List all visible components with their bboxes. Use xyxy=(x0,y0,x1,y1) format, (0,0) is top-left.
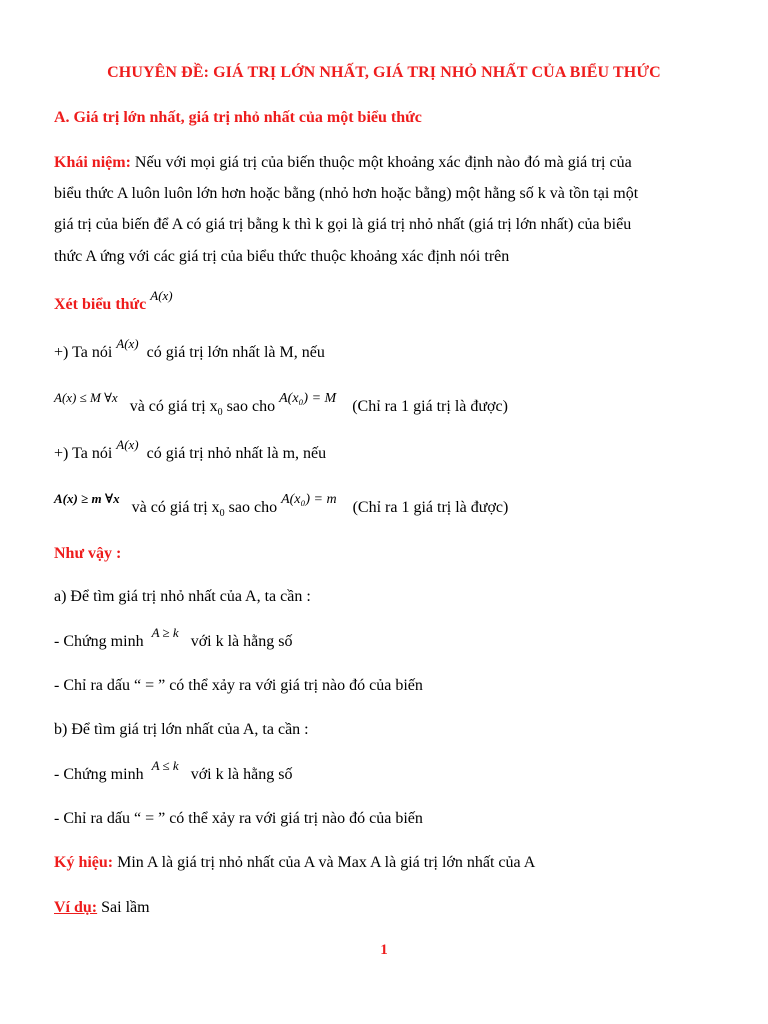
min-mid2: sao cho xyxy=(224,499,278,516)
min-note: (Chỉ ra 1 giá trị là được) xyxy=(352,499,509,516)
min-mid: và có giá trị x xyxy=(131,499,220,516)
max-suffix: có giá trị lớn nhất là M, nếu xyxy=(146,344,325,361)
step-a-prove-expr: A ≥ k xyxy=(151,625,179,640)
example-line xyxy=(54,899,150,917)
max-condition: A(x) ≤ M ∀x xyxy=(54,390,118,405)
document-title: CHUYÊN ĐỀ: GIÁ TRỊ LỚN NHẤT, GIÁ TRỊ NHỎ NHẤT CỦA BIỂU THỨC xyxy=(107,64,661,81)
step-a-equal-line: - Chỉ ra dấu “ = ” có thể xảy ra với giá trị nào đó của biến xyxy=(54,677,423,694)
step-b-prove-prefix: - Chứng minh xyxy=(54,766,144,783)
min-expr: A(x) xyxy=(116,437,139,452)
max-mid: và có giá trị x xyxy=(129,398,218,415)
max-prefix: +) Ta nói xyxy=(54,344,113,361)
example-text: Sai lầm xyxy=(97,899,150,916)
step-b-prove-suffix: với k là hằng số xyxy=(190,766,293,783)
step-b-heading: b) Để tìm giá trị lớn nhất của A, ta cần : xyxy=(54,721,309,738)
min-prefix: +) Ta nói xyxy=(54,445,113,462)
max-expr: A(x) xyxy=(116,336,139,351)
page-number: 1 xyxy=(380,942,388,958)
max-line xyxy=(54,336,325,362)
concept-line-4: thức A ứng với các giá trị của biểu thức thuộc khoảng xác định nói trên xyxy=(54,248,510,265)
concept-line-2: biểu thức A luôn luôn lớn hơn hoặc bằng (nhỏ hơn hoặc bằng) một hằng số k và tồn tại một xyxy=(54,185,639,202)
max-sub: 0 xyxy=(217,407,223,419)
step-b-equal-line: - Chỉ ra dấu “ = ” có thể xảy ra với giá trị nào đó của biến xyxy=(54,810,423,827)
min-condition: A(x) ≥ m ∀x xyxy=(54,491,120,506)
consider-line xyxy=(54,288,173,314)
notation-line xyxy=(54,854,535,872)
step-a-heading: a) Để tìm giá trị nhỏ nhất của A, ta cần : xyxy=(54,588,311,605)
step-b-prove-expr: A ≤ k xyxy=(151,758,179,773)
min-line xyxy=(54,437,327,463)
min-sub: 0 xyxy=(219,508,225,520)
concept-line-1 xyxy=(54,154,632,172)
concept-label: Khái niệm: xyxy=(54,154,131,171)
thus-label: Như vậy : xyxy=(54,545,122,562)
concept-text-1: Nếu với mọi giá trị của biến thuộc một khoảng xác định nào đó mà giá trị của xyxy=(130,154,632,171)
consider-expr: A(x) xyxy=(150,288,173,303)
min-equation: A(x₀) = m xyxy=(281,492,337,507)
concept-line-3: giá trị của biến để A có giá trị bằng k thì k gọi là giá trị nhỏ nhất (giá trị lớn nhất) của biểu xyxy=(54,216,632,233)
max-mid2: sao cho xyxy=(222,398,276,415)
min-suffix: có giá trị nhỏ nhất là m, nếu xyxy=(146,445,327,462)
step-a-prove-prefix: - Chứng minh xyxy=(54,633,144,650)
consider-label: Xét biểu thức xyxy=(54,296,147,313)
step-a-prove-suffix: với k là hằng số xyxy=(190,633,293,650)
max-note: (Chỉ ra 1 giá trị là được) xyxy=(352,398,508,415)
example-label: Ví dụ: xyxy=(54,899,98,916)
notation-label: Ký hiệu: xyxy=(54,854,114,871)
max-equation: A(x₀) = M xyxy=(279,391,337,406)
notation-text: Min A là giá trị nhỏ nhất của A và Max A là giá trị lớn nhất của A xyxy=(113,854,536,871)
section-a-heading: A. Giá trị lớn nhất, giá trị nhỏ nhất của một biểu thức xyxy=(54,109,422,126)
